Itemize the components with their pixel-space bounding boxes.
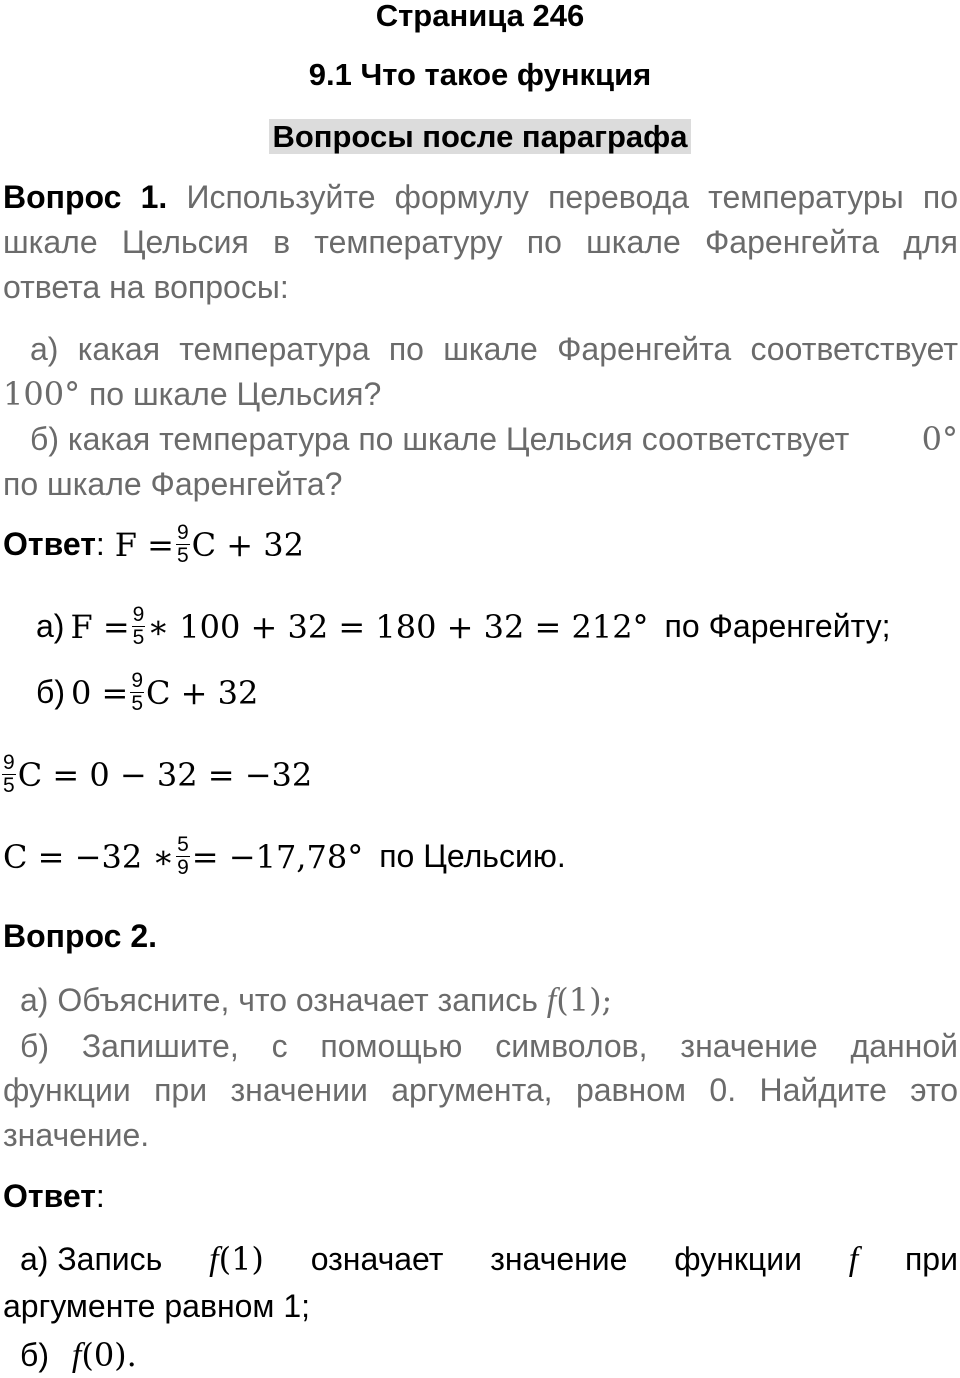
a1-colon: : xyxy=(95,526,105,562)
fraction-numerator: 9 xyxy=(132,603,145,626)
a1-a-prefix: а) xyxy=(36,608,65,644)
fraction-numerator: 9 xyxy=(176,521,189,544)
q2-label: Вопрос 2. xyxy=(3,918,158,954)
q1-b-text: б) какая температура по шкале Цельсия соответствует xyxy=(30,421,850,457)
a1-d-suffix: по Цельсию. xyxy=(379,838,566,874)
page-title: Страница 246 xyxy=(375,0,585,33)
a2-label: Ответ xyxy=(3,1178,96,1214)
a1-formula-row xyxy=(3,522,304,567)
a1-b-right: C + 32 xyxy=(146,673,259,712)
q2-a-f: f xyxy=(546,982,557,1019)
q2-b-line-2: функции при значении аргумента, равном 0. Найдите это xyxy=(3,1072,958,1108)
fraction-numerator: 5 xyxy=(177,833,189,856)
a2-a-f1: f xyxy=(209,1241,219,1278)
q2-b-line-3: значение. xyxy=(3,1117,150,1153)
a1-a-left: F = xyxy=(70,607,130,646)
q1-a-line-1: а) какая температура по шкале Фаренгейта соответствует xyxy=(30,331,958,367)
a2-b-prefix: б) xyxy=(20,1337,49,1373)
a1-a-fraction xyxy=(132,604,146,649)
a1-a-right: ∗ 100 + 32 = 180 + 32 = 212° xyxy=(147,607,649,646)
fraction-denominator: 5 xyxy=(176,544,189,567)
fraction-numerator: 9 xyxy=(3,751,15,774)
a1-formula-left: F = xyxy=(114,525,174,564)
q1-b-line-1 xyxy=(30,417,958,462)
a1-d-row xyxy=(3,834,566,879)
a1-a-suffix: по Фаренгейту; xyxy=(664,608,891,644)
a2-b-arg: (0). xyxy=(81,1336,137,1374)
q1-a-num: 100° xyxy=(3,375,81,413)
a1-formula-right: C + 32 xyxy=(191,525,304,564)
q1-b-num: 0° xyxy=(921,420,958,458)
subsection-title-wrap xyxy=(0,118,960,156)
a1-fraction xyxy=(176,522,190,567)
fraction-denominator: 5 xyxy=(132,626,145,649)
a1-label: Ответ xyxy=(3,526,96,562)
a2-a-w5: при xyxy=(904,1241,958,1277)
fraction-denominator: 5 xyxy=(131,692,144,715)
a2-a-w2: означает xyxy=(310,1241,444,1277)
q1-a-line-2 xyxy=(3,372,381,417)
a2-a-f2: f xyxy=(848,1241,859,1278)
q1-b-line-2: по шкале Фаренгейта? xyxy=(3,466,343,502)
q1-a-text: по шкале Цельсия? xyxy=(80,376,382,412)
a2-a-line-1 xyxy=(20,1237,958,1282)
a2-a-w4: функции xyxy=(674,1241,802,1277)
a1-a-row xyxy=(36,604,891,649)
a2-a-arg1: (1) xyxy=(218,1240,264,1278)
a2-colon: : xyxy=(95,1178,105,1214)
a1-c-row xyxy=(0,752,312,797)
a1-b-prefix: б) xyxy=(36,674,65,710)
subsection-title: Вопросы после параграфа xyxy=(269,119,690,154)
q2-a-line xyxy=(20,978,612,1023)
fraction-denominator: 9 xyxy=(177,856,189,879)
a2-b-f: f xyxy=(71,1337,82,1374)
q1-line-2: шкале Цельсия в температуру по шкале Фаренгейта для xyxy=(3,224,958,260)
a1-b-row xyxy=(36,670,258,715)
q1-label: Вопрос 1. xyxy=(3,179,168,215)
q2-a-text: а) Объясните, что означает запись xyxy=(20,982,538,1018)
a2-a-w1: а) Запись xyxy=(20,1241,163,1277)
a2-a-line-2: аргументе равном 1; xyxy=(3,1288,310,1324)
q2-b-line-1: б) Запишите, с помощью символов, значение данной xyxy=(20,1028,958,1064)
q1-line-1 xyxy=(3,175,958,220)
a1-d-right: = −17,78° xyxy=(191,837,364,876)
fraction-denominator: 5 xyxy=(3,774,15,797)
q1-line-3: ответа на вопросы: xyxy=(3,269,289,305)
a2-a-w3: значение xyxy=(490,1241,628,1277)
q1-text-1: Используйте формулу перевода температуры по xyxy=(167,179,959,215)
a1-b-left: 0 = xyxy=(70,673,129,712)
a1-c-right: C = 0 − 32 = −32 xyxy=(17,755,313,794)
section-title: 9.1 Что такое функция xyxy=(308,57,652,92)
a1-b-fraction xyxy=(130,670,144,715)
q2-a-arg: (1); xyxy=(556,981,613,1019)
a1-d-fraction xyxy=(176,834,190,879)
fraction-numerator: 9 xyxy=(131,669,144,692)
a1-c-fraction xyxy=(2,752,16,797)
a1-d-left: C = −32 ∗ xyxy=(3,837,175,876)
a2-label-line xyxy=(3,1174,105,1219)
a2-b-line xyxy=(20,1333,137,1378)
